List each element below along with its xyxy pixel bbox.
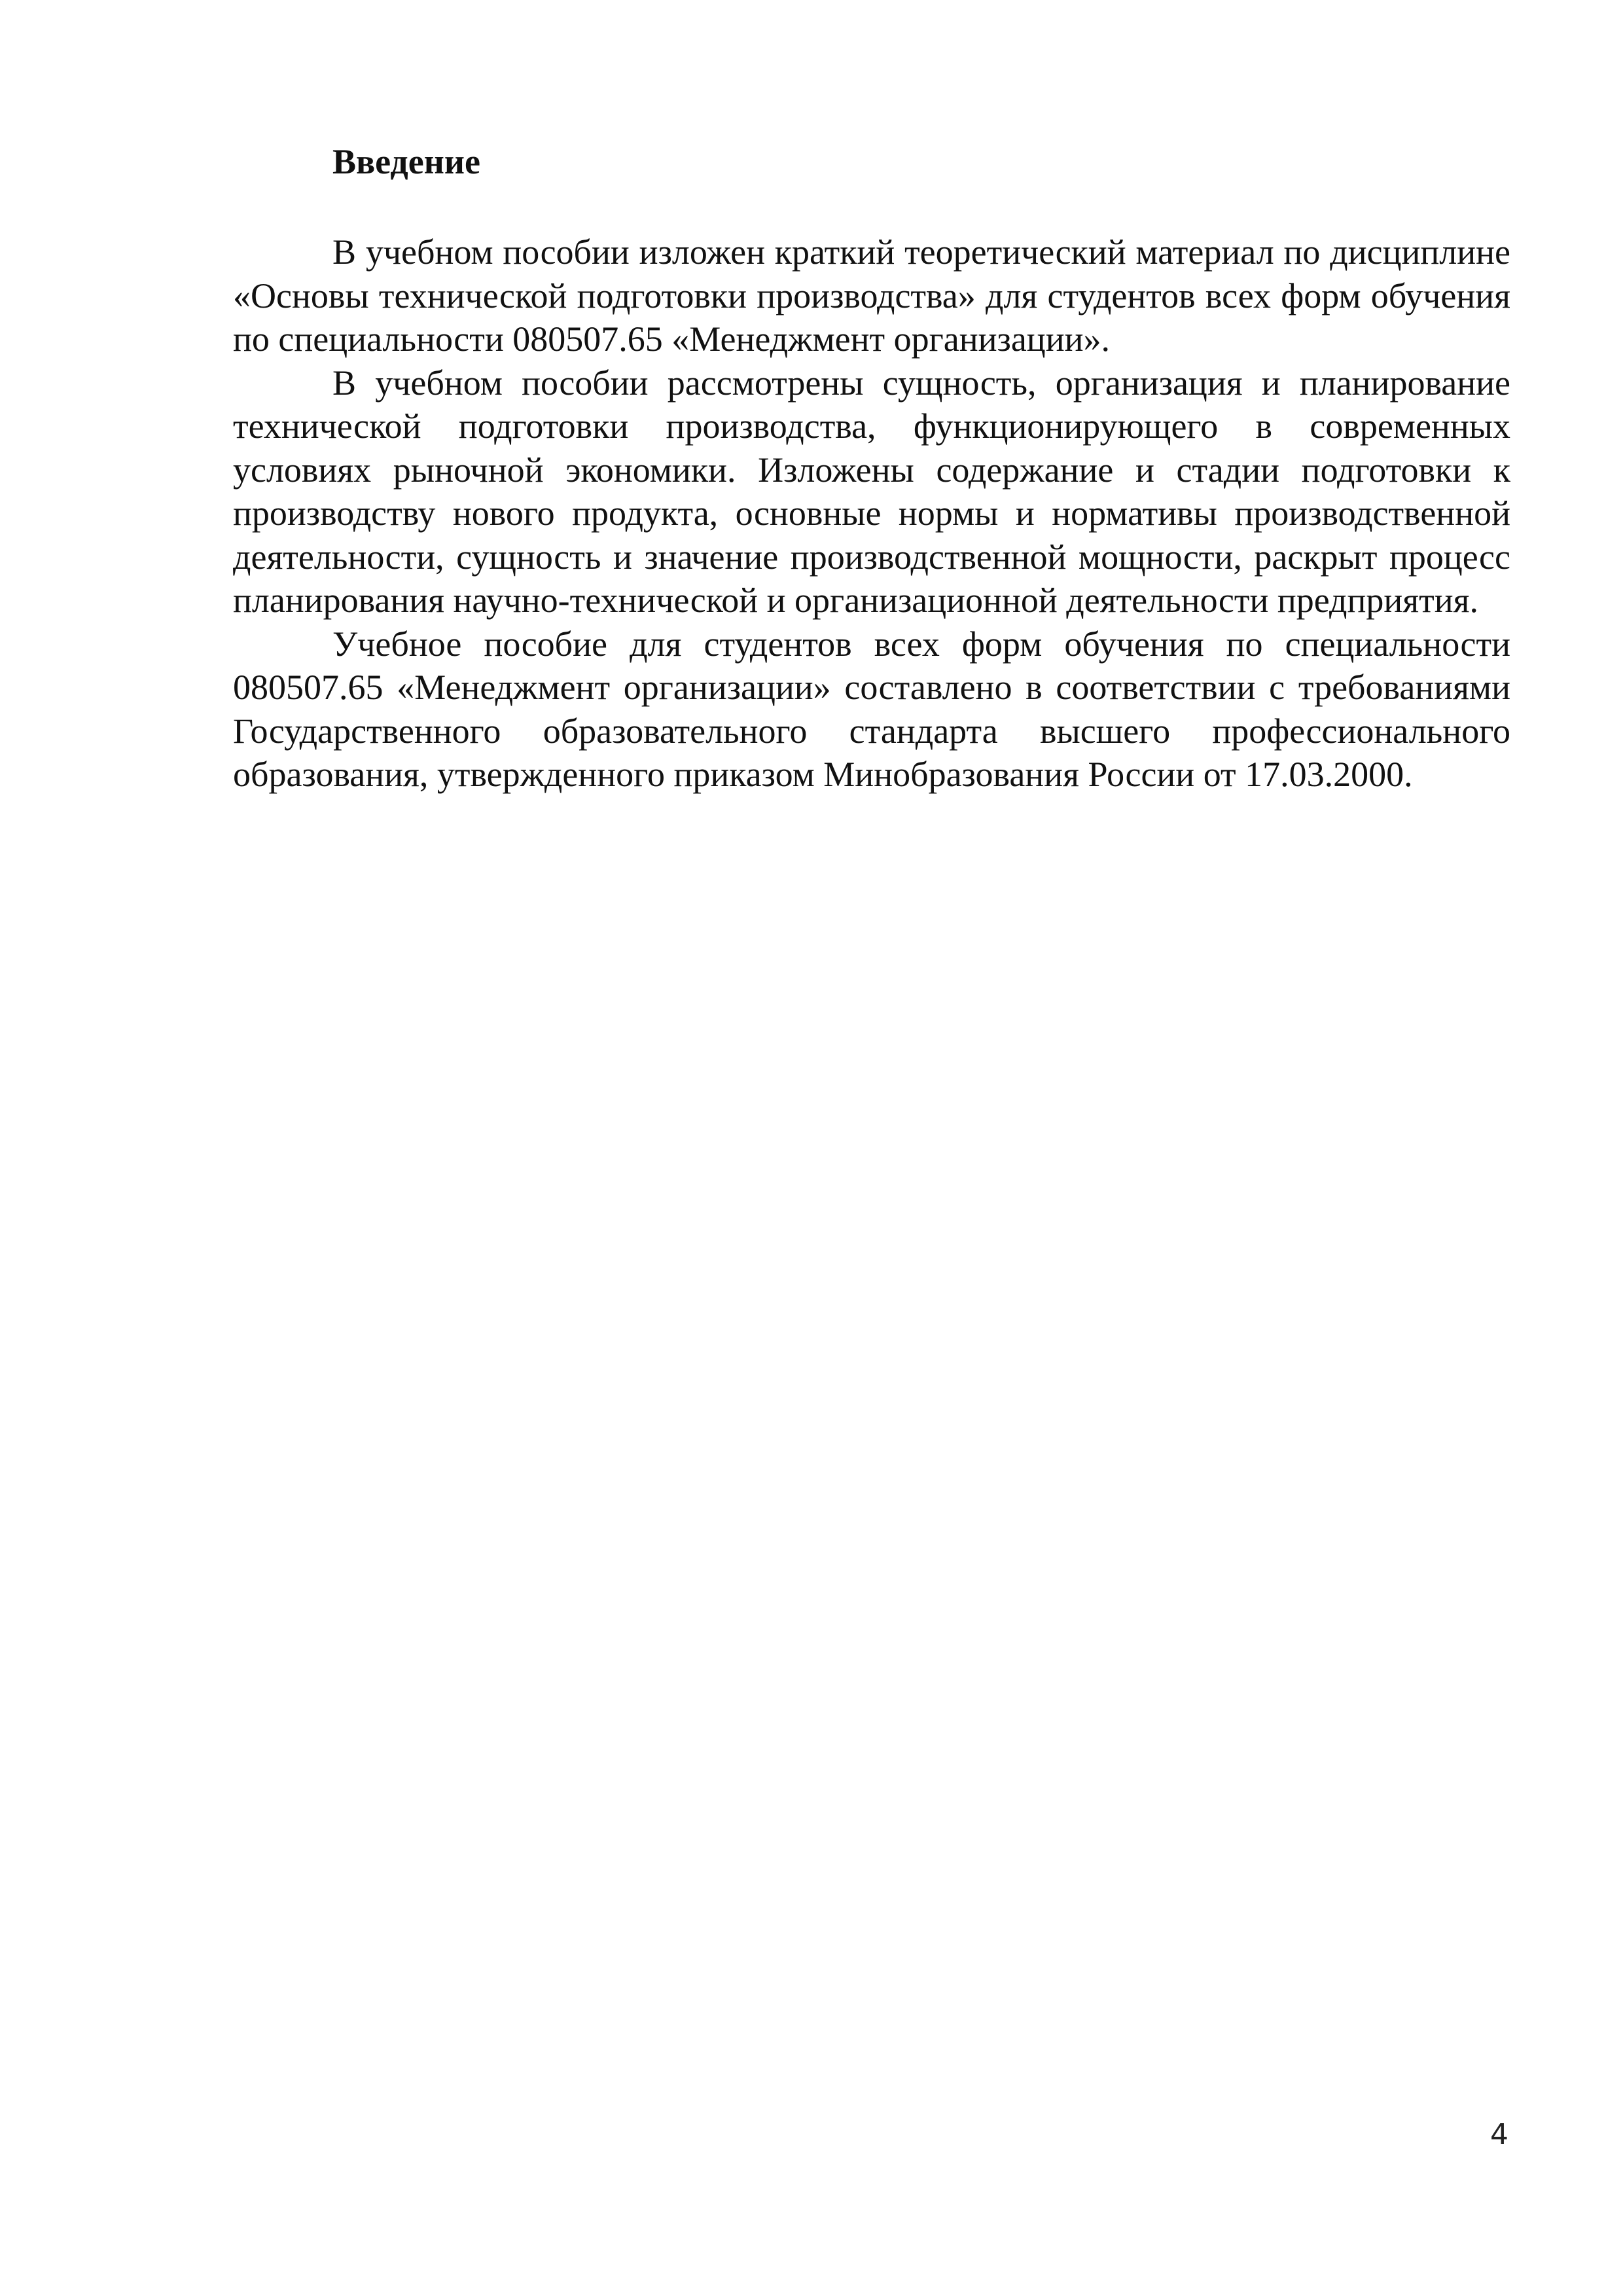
paragraph-2: В учебном пособии рассмотрены сущность, организация и планирование технической подготовки производства, функционирующего в современных условиях рыночной экономики. Изложены содержание и стадии подготовки к производству нового продукта, основные нормы и нормативы производственной деятельности, сущность и значение производственной мощности, раскрыт процесс планирования научно-технической и организационной деятельности предприятия.: [233, 363, 1510, 620]
page-number: 4: [1490, 2118, 1508, 2151]
paragraph-3: Учебное пособие для студентов всех форм обучения по специальности 080507.65 «Менеджмент организации» составлено в соответствии с требованиями Государственного образовательного стандарта высшего профессионального образования, утвержденного приказом Минобразования России от 17.03.2000.: [233, 624, 1510, 794]
page-content: [233, 144, 1510, 797]
paragraph-1: В учебном пособии изложен краткий теоретический материал по дисциплине «Основы технической подготовки производства» для студентов всех форм обучения по специальности 080507.65 «Менеджмент организации».: [233, 232, 1510, 359]
section-heading: Введение: [332, 142, 480, 181]
